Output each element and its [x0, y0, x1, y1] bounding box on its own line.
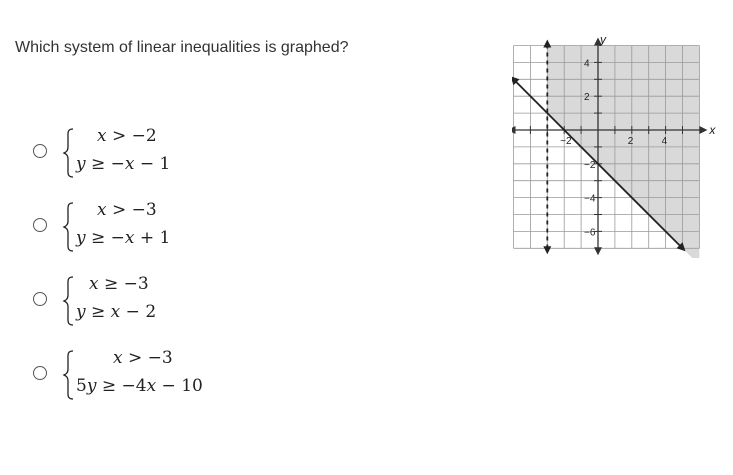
math-variable: x — [124, 154, 135, 174]
y-axis-label: y — [600, 32, 606, 47]
y-tick-label: 2 — [584, 92, 590, 104]
math-variable: x — [124, 228, 135, 248]
radio-button[interactable] — [33, 144, 47, 158]
y-tick-label: −6 — [584, 227, 596, 239]
dashed-line-arrow-up — [543, 40, 551, 48]
inequality-2 — [76, 154, 170, 174]
math-text: ≥ — [85, 302, 111, 322]
x-tick-label: −2 — [560, 136, 572, 147]
inequality-1 — [89, 274, 149, 294]
math-text: + 1 — [134, 228, 171, 248]
math-variable: x — [146, 376, 157, 396]
inequality-1 — [97, 126, 157, 146]
radio-button[interactable] — [33, 218, 47, 232]
math-text: > −3 — [122, 348, 173, 368]
y-tick-label: 4 — [584, 58, 590, 70]
math-variable: x — [89, 274, 99, 294]
math-variable: y — [76, 302, 86, 322]
brace-icon — [62, 127, 76, 179]
math-text: ≥ −4 — [96, 376, 147, 396]
math-text: > −3 — [106, 200, 157, 220]
y-axis-arrow-down — [594, 247, 602, 255]
brace-icon — [62, 201, 76, 253]
radio-button[interactable] — [33, 292, 47, 306]
math-text: − 1 — [134, 154, 171, 174]
math-text: ≥ − — [85, 228, 125, 248]
x-tick-label: 2 — [627, 136, 634, 147]
inequality-1 — [113, 348, 173, 368]
math-text: − 10 — [156, 376, 203, 396]
dashed-line-arrow-down — [543, 246, 551, 254]
x-axis-arrow-left — [512, 126, 516, 134]
inequality-1 — [97, 200, 157, 220]
math-text: − 2 — [120, 302, 157, 322]
answer-option-4[interactable] — [31, 348, 271, 404]
inequality-2 — [76, 302, 156, 322]
math-variable: y — [86, 376, 97, 396]
math-variable: x — [113, 348, 123, 368]
math-variable: y — [76, 154, 86, 174]
x-tick-label: 4 — [661, 136, 668, 147]
math-variable: x — [97, 200, 107, 220]
brace-icon — [62, 349, 76, 401]
math-text: ≥ − — [85, 154, 125, 174]
x-axis-label: x — [709, 123, 716, 137]
y-tick-label: −4 — [584, 193, 596, 205]
x-axis-arrow-right — [699, 126, 707, 134]
inequality-2 — [76, 228, 170, 248]
y-tick-label: −2 — [584, 159, 596, 171]
math-variable: y — [76, 228, 86, 248]
inequality-2 — [76, 376, 203, 396]
math-variable: x — [110, 302, 121, 322]
answer-option-1[interactable] — [31, 126, 271, 182]
question-text: Which system of linear inequalities is graphed? — [15, 39, 349, 56]
math-text: ≥ −3 — [98, 274, 149, 294]
radio-button[interactable] — [33, 366, 47, 380]
inequality-graph — [512, 28, 717, 258]
answer-option-2[interactable] — [31, 200, 271, 256]
math-text: > −2 — [106, 126, 157, 146]
math-variable: x — [97, 126, 107, 146]
answer-option-3[interactable] — [31, 274, 271, 330]
shaded-region — [547, 46, 699, 259]
brace-icon — [62, 275, 76, 327]
math-text: 5 — [76, 376, 87, 396]
